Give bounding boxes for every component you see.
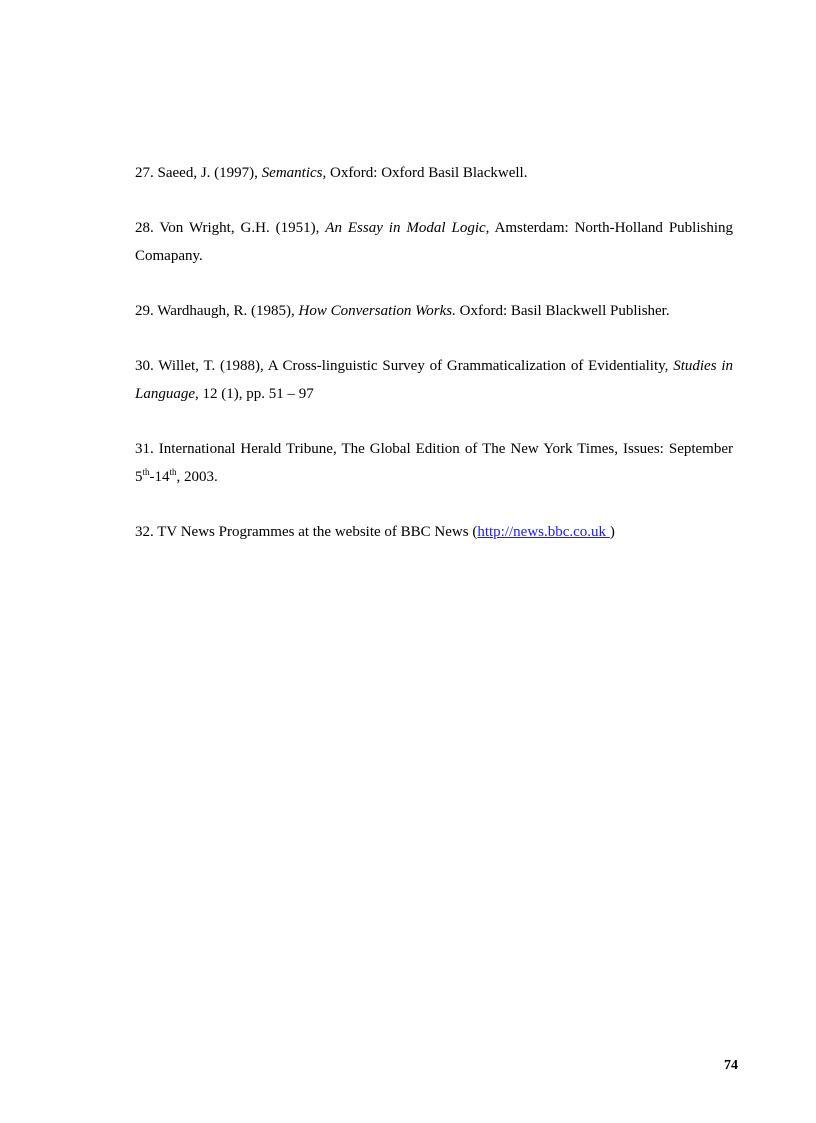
reference-volume-pages: , 12 (1), pp. 51 – 97 (195, 386, 314, 402)
reference-item-30 (135, 352, 733, 408)
reference-title: An Essay in Modal Logic (325, 220, 486, 236)
closing-paren: ) (609, 524, 615, 540)
reference-text: TV News Programmes at the website of BBC News ( (157, 524, 478, 540)
reference-number: 30. (135, 358, 154, 374)
reference-title: Semantics, (261, 165, 327, 181)
reference-item-28 (135, 214, 733, 270)
reference-date-range: -14 (149, 469, 170, 485)
reference-year: , 2003. (176, 469, 218, 485)
reference-number: 28. (135, 220, 154, 236)
reference-title: How Conversation Works. (298, 303, 456, 319)
reference-text: International Herald Tribune, The Global Edition of The New York Times, Issues: September 5 (135, 441, 734, 485)
reference-publisher: Oxford: Basil Blackwell Publisher. (459, 303, 670, 319)
reference-item-32 (135, 518, 733, 546)
page-number: 74 (724, 1058, 738, 1073)
reference-publisher: , Amsterdam: North-Holland Publishing Comapany. (135, 220, 734, 264)
reference-number: 31. (135, 441, 154, 457)
ordinal-suffix: th (169, 467, 177, 477)
reference-author-title: Willet, T. (1988), A Cross-linguistic Survey of Grammaticalization of Evidentiality, (158, 358, 669, 374)
reference-item-31 (135, 435, 733, 491)
reference-list (135, 159, 733, 573)
reference-author-year: Saeed, J. (1997), (157, 165, 258, 181)
reference-number: 32. (135, 524, 154, 540)
ordinal-suffix: th (142, 467, 150, 477)
reference-number: 27. (135, 165, 154, 181)
reference-number: 29. (135, 303, 154, 319)
reference-item-29 (135, 297, 733, 325)
reference-author-year: Von Wright, G.H. (1951), (159, 220, 320, 236)
reference-item-27 (135, 159, 733, 187)
reference-author-year: Wardhaugh, R. (1985), (157, 303, 295, 319)
reference-publisher: Oxford: Oxford Basil Blackwell. (329, 165, 528, 181)
reference-journal: Studies in Language (135, 358, 733, 402)
bbc-news-link[interactable]: http://news.bbc.co.uk (477, 524, 610, 540)
